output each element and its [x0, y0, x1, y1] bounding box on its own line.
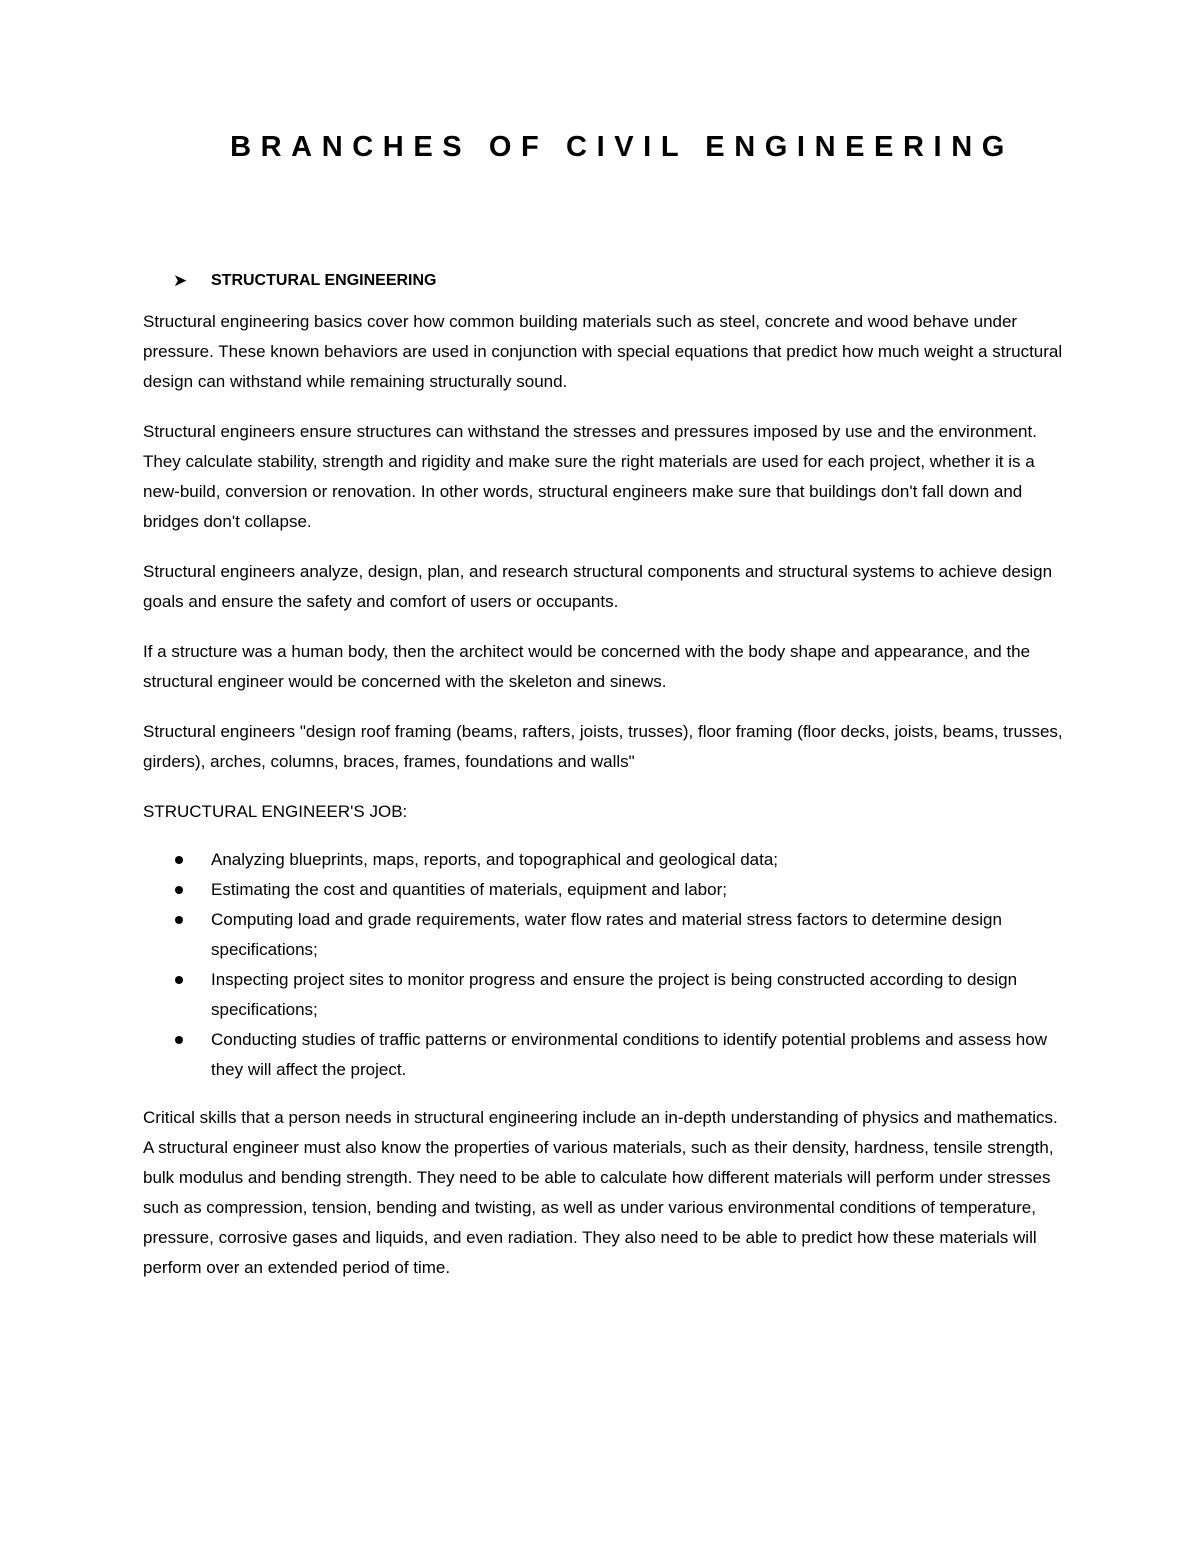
job-list: [143, 845, 1063, 1085]
job-heading: STRUCTURAL ENGINEER'S JOB:: [143, 802, 408, 821]
paragraph: If a structure was a human body, then the architect would be concerned with the body shape and appearance, and the structural engineer would be concerned with the skeleton and sinews.: [143, 642, 1031, 691]
list-item: [143, 1025, 1063, 1085]
list-item: [143, 875, 1063, 905]
bullet-dot-icon: [175, 856, 183, 864]
arrowhead-bullet-icon: ➤: [173, 271, 188, 290]
section-heading: [143, 266, 1063, 296]
bullet-dot-icon: [175, 916, 183, 924]
list-item-text: Estimating the cost and quantities of materials, equipment and labor;: [211, 880, 727, 899]
paragraph: Structural engineers "design roof framing (beams, rafters, joists, trusses), floor framing (floor decks, joists, beams, trusses, girders), arches, columns, braces, frames, foundations and walls": [143, 722, 1063, 771]
paragraph: Structural engineering basics cover how common building materials such as steel, concrete and wood behave under pressure. These known behaviors are used in conjunction with special equations that predict how much weight a structural design can withstand while remaining structurally sound.: [143, 312, 1063, 391]
closing-paragraph: Critical skills that a person needs in structural engineering include an in-depth understanding of physics and mathematics. A structural engineer must also know the properties of various materials, such as their density, hardness, tensile strength, bulk modulus and bending strength. They need to be able to calculate how different materials will perform under stresses such as compression, tension, bending and twisting, as well as under various environmental conditions of temperature, pressure, corrosive gases and liquids, and even radiation. They also need to be able to predict how these materials will perform over an extended period of time.: [143, 1108, 1058, 1277]
document-title: BRANCHES OF CIVIL ENGINEERING: [230, 131, 1014, 163]
list-item: [143, 965, 1063, 1025]
list-item: [143, 905, 1063, 965]
list-item-text: Inspecting project sites to monitor progress and ensure the project is being constructed according to design specifications;: [211, 970, 1018, 1019]
list-item-text: Conducting studies of traffic patterns or environmental conditions to identify potential problems and assess how they will affect the project.: [211, 1030, 1047, 1079]
list-item: [143, 845, 1063, 875]
paragraph: Structural engineers analyze, design, plan, and research structural components and structural systems to achieve design goals and ensure the safety and comfort of users or occupants.: [143, 562, 1053, 611]
bullet-dot-icon: [175, 1036, 183, 1044]
document-body: [143, 266, 1063, 1283]
bullet-dot-icon: [175, 886, 183, 894]
list-item-text: Analyzing blueprints, maps, reports, and topographical and geological data;: [211, 850, 779, 869]
bullet-dot-icon: [175, 976, 183, 984]
section-heading-label: STRUCTURAL ENGINEERING: [211, 272, 437, 289]
paragraph: Structural engineers ensure structures can withstand the stresses and pressures imposed by use and the environment. They calculate stability, strength and rigidity and make sure the right materials are used for each project, whether it is a new-build, conversion or renovation. In other words, structural engineers make sure that buildings don't fall down and bridges don't collapse.: [143, 422, 1037, 531]
list-item-text: Computing load and grade requirements, water flow rates and material stress factors to determine design specifications;: [211, 910, 1002, 959]
